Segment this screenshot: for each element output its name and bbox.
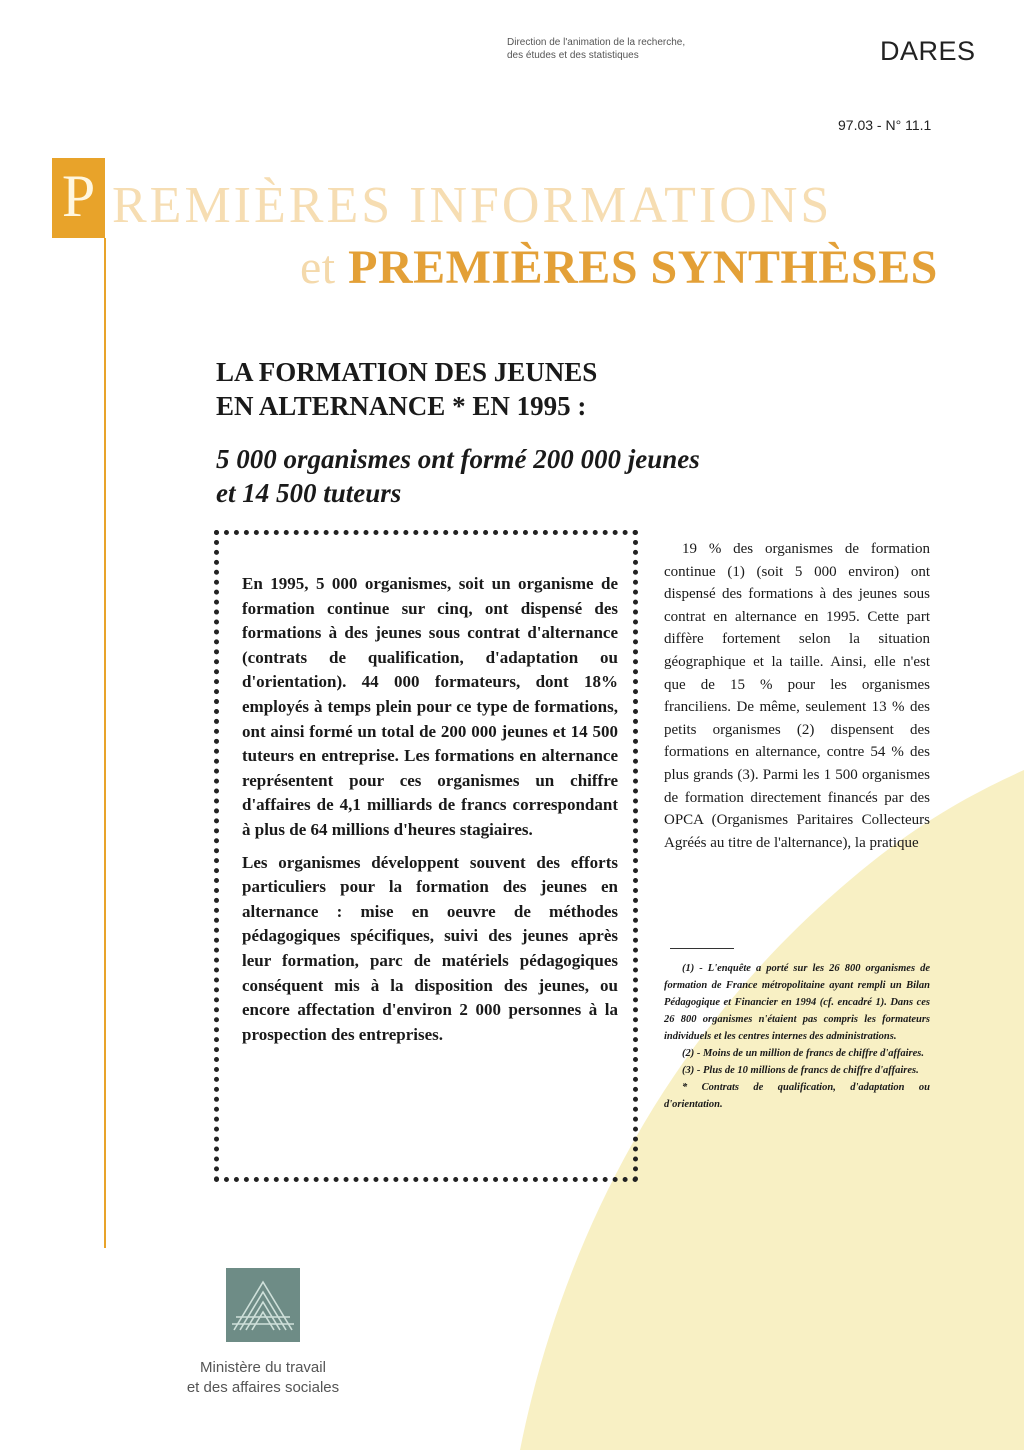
- footnote-3: (3) - Plus de 10 millions de francs de chiffre d'affaires.: [682, 1065, 919, 1076]
- summary-paragraph-1: En 1995, 5 000 organismes, soit un organisme de formation continue sur cinq, ont dispensé des formations à des jeunes sous contrat d'alternance (contrats de qualification, d'adaptation ou d'orientation). 44 000 formateurs, dont 18% employés à temps plein pour ce type de formations, ont ainsi formé un total de 200 000 jeunes et 14 500 tuteurs en entreprise. Les formations en alternance représentent pour ces organismes un chiffre d'affaires de 4,1 milliards de francs correspondant à plus de 64 millions d'heures stagiaires.: [242, 574, 618, 839]
- header-organization: [507, 36, 767, 62]
- brand-name: DARES: [880, 36, 976, 66]
- body-column: [664, 538, 930, 854]
- series-title-2: [300, 240, 938, 296]
- org-line-2: des études et des statistiques: [507, 50, 639, 61]
- summary-text: [242, 572, 618, 1055]
- article-title: [216, 355, 597, 423]
- series-title-main: PREMIÈRES SYNTHÈSES: [348, 241, 938, 294]
- footnote-2: (2) - Moins de un million de francs de chiffre d'affaires.: [682, 1048, 924, 1059]
- body-paragraph-1: 19 % des organismes de formation continue (1) (soit 5 000 environ) ont dispensé des formations à des jeunes sous contrat en alternance en 1995. Cette part diffère fortement selon la situation géographique et la taille. Ainsi, elle n'est que de 15 % pour les organismes franciliens. De même, seulement 13 % des petits organismes (2) dispensent des formations en alternance, contre 54 % des plus grands (3). Parmi les 1 500 organismes de formation directement financés par des OPCA (Organismes Paritaires Collecteurs Agréés au titre de l'alternance), la pratique: [664, 541, 930, 851]
- title-line-2: EN ALTERNANCE * EN 1995 :: [216, 391, 587, 421]
- vertical-rule: [104, 238, 106, 1248]
- series-title-et: et: [300, 241, 336, 294]
- series-title-1: REMIÈRES INFORMATIONS: [112, 177, 833, 234]
- issue-number: 97.03 - N° 11.1: [838, 117, 932, 133]
- footnotes: [664, 960, 930, 1113]
- ministry-line-2: et des affaires sociales: [186, 1379, 340, 1396]
- summary-paragraph-2: Les organismes développent souvent des efforts particuliers pour la formation des jeunes en alternance : mise en oeuvre de méthodes pédagogiques spécifiques, suivi des jeunes après leur formation, parc de matériels pédagogiques conséquent mis à la disposition des jeunes, ou encore affectation d'environ 2 000 personnes à la prospection des entreprises.: [242, 852, 618, 1044]
- subtitle-line-2: et 14 500 tuteurs: [216, 478, 402, 508]
- ministry-line-1: Ministère du travail: [200, 1359, 326, 1376]
- subtitle-line-1: 5 000 organismes ont formé 200 000 jeunes: [216, 444, 700, 474]
- title-line-1: LA FORMATION DES JEUNES: [216, 357, 598, 387]
- ministry-logo-icon: [226, 1268, 300, 1342]
- initial-letter: P: [61, 163, 96, 229]
- footnote-rule: [670, 948, 734, 949]
- footnote-4: * Contrats de qualification, d'adaptation ou d'orientation.: [664, 1082, 930, 1110]
- ministry-name: [150, 1358, 376, 1398]
- org-line-1: Direction de l'animation de la recherche,: [507, 37, 686, 48]
- footnote-1: (1) - L'enquête a porté sur les 26 800 organismes de formation de France métropolitaine ayant rempli un Bilan Pédagogique et Financier en 1994 (cf. encadré 1). Dans ces 26 800 organismes n'étaient pas compris les formateurs individuels et les centres internes des administrations.: [664, 963, 930, 1042]
- article-subtitle: [216, 442, 700, 510]
